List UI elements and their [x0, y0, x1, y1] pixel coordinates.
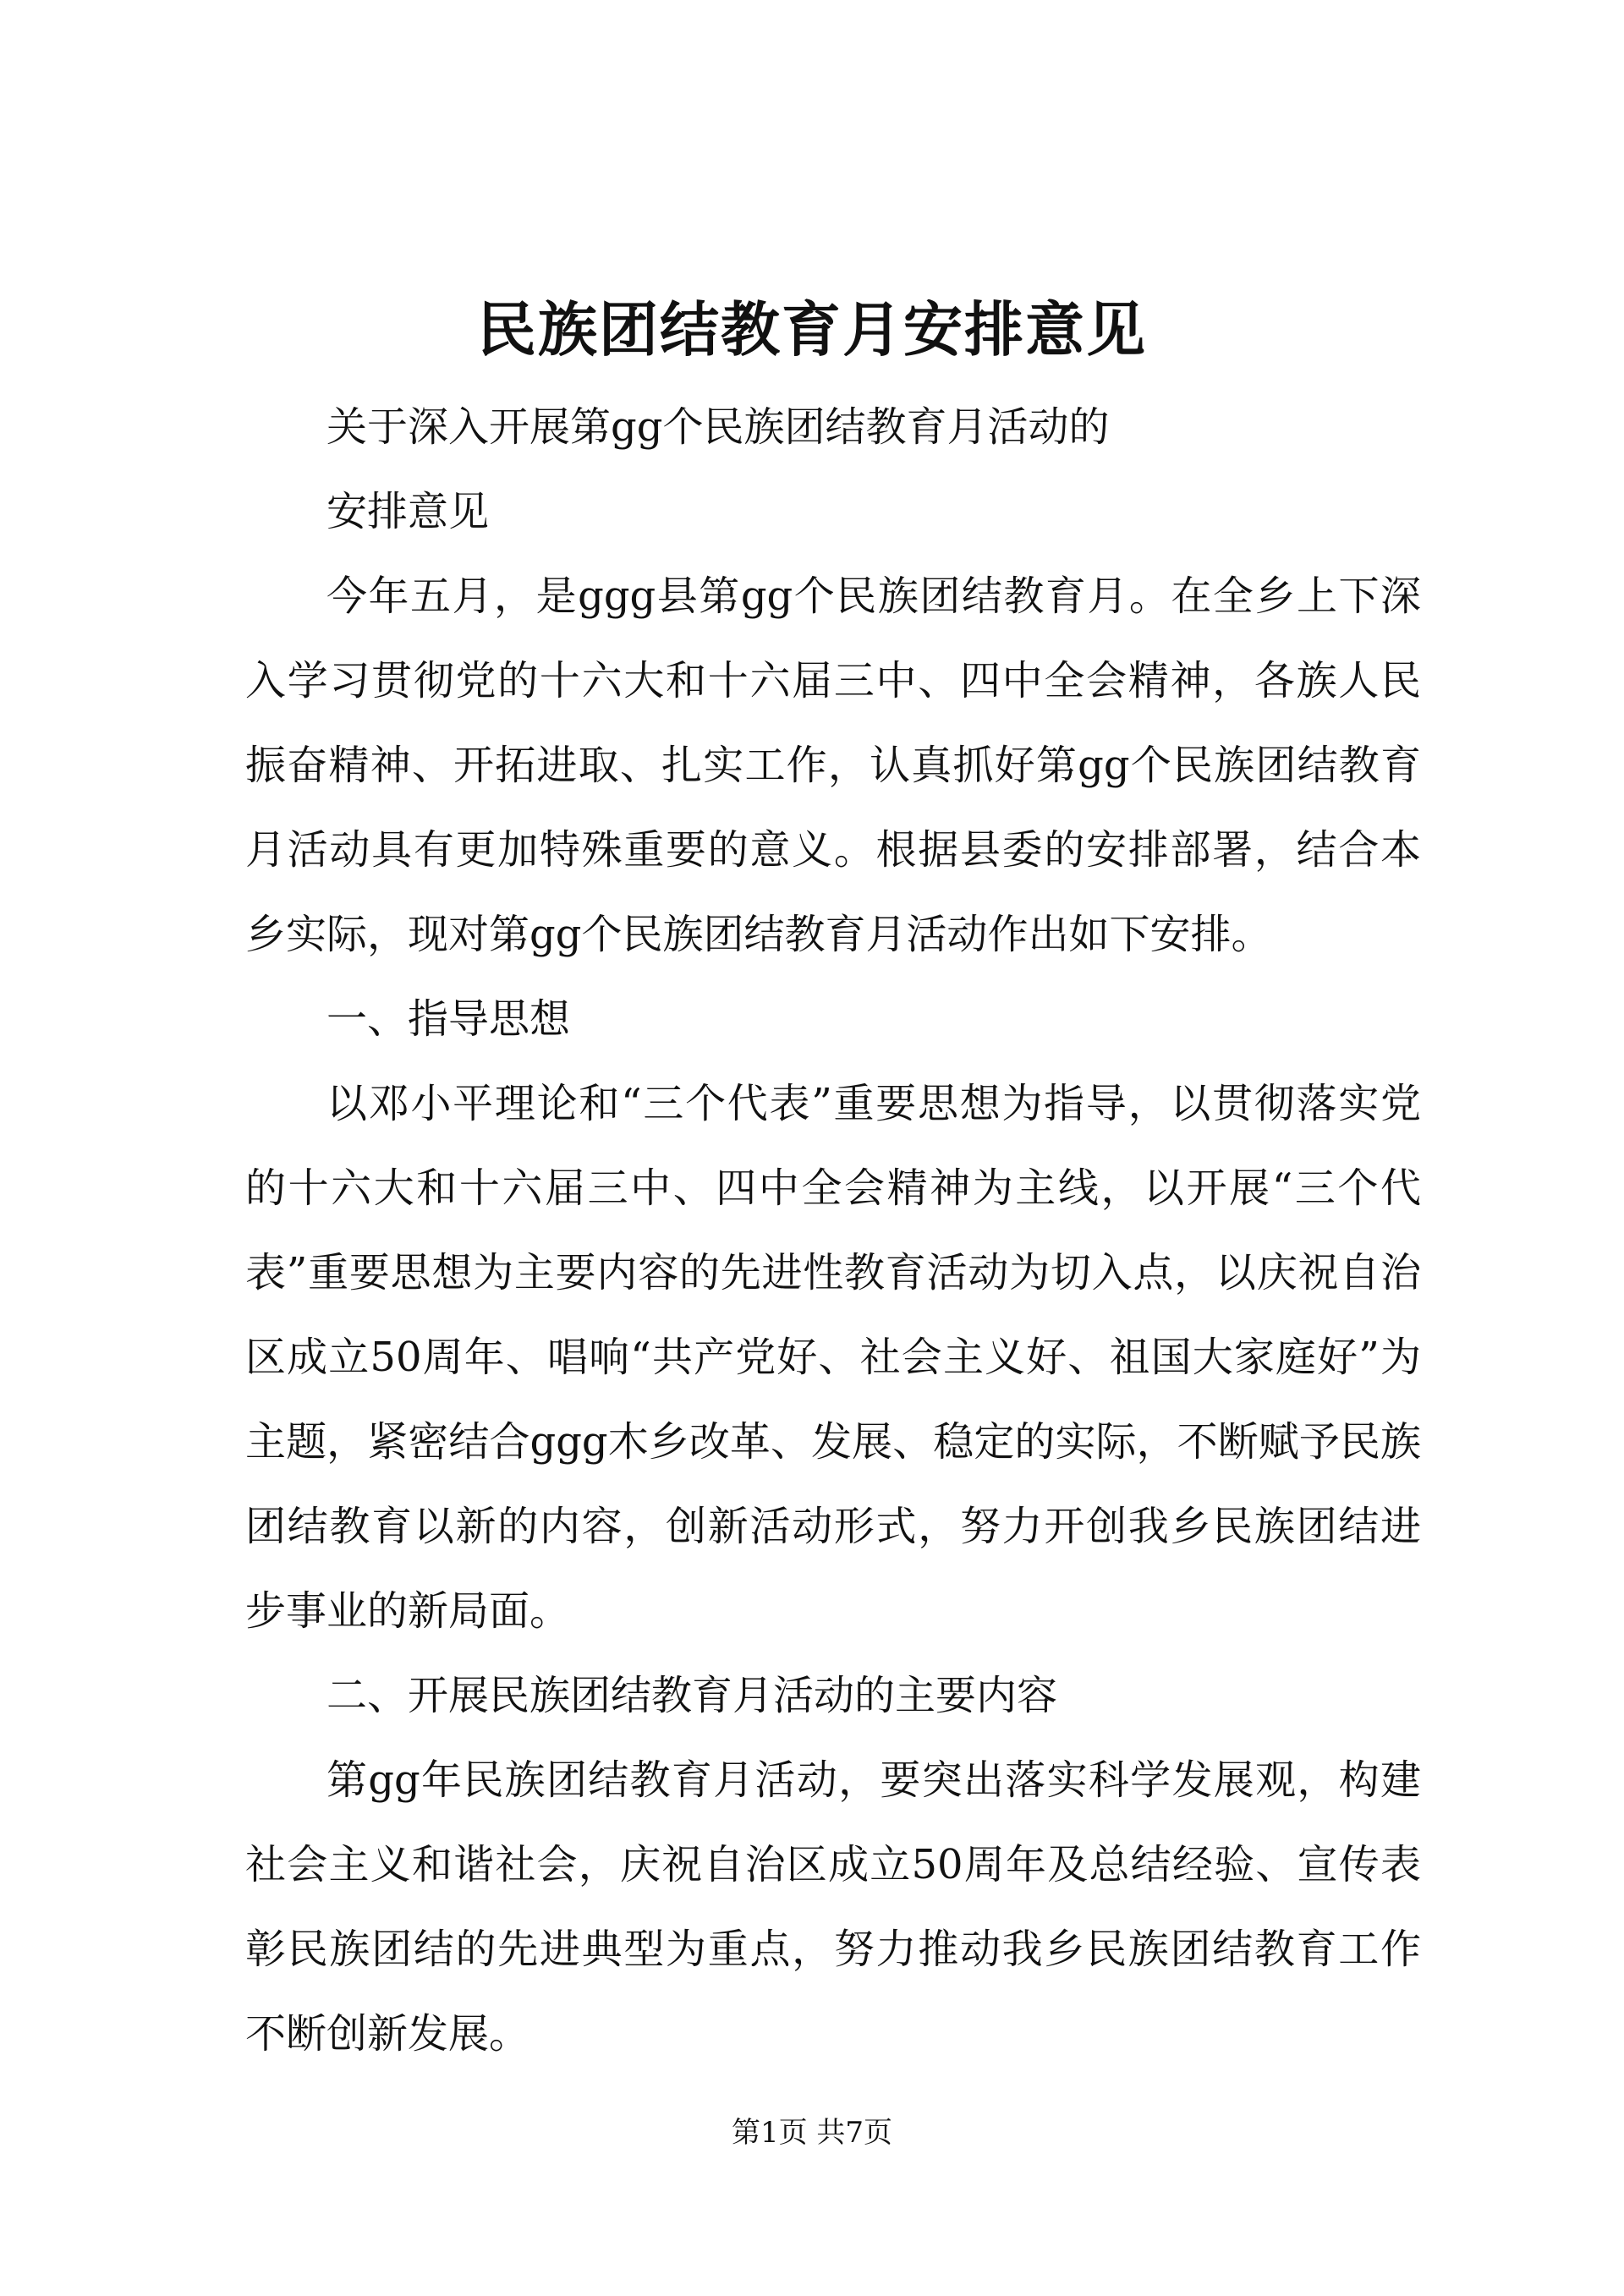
page-number-footer: 第1页 共7页	[731, 2116, 893, 2150]
document-title: 民族团结教育月安排意见	[477, 294, 1147, 364]
section-heading-1: 一、指导思想	[326, 995, 571, 1043]
subtitle-line-2: 安排意见	[326, 488, 490, 535]
intro-paragraph: 今年五月，是ggg县第gg个民族团结教育月。在全乡上下深入学习贯彻党的十六大和十六届三中、四中全会精神，各族人民振奋精神、开拓进取、扎实工作，认真抓好第gg个民族团结教育月活动具有更加特殊重要的意义。根据县委的安排部署，结合本乡实际，现对第gg个民族团结教育月活动作出如下安排。	[245, 573, 1421, 958]
main-content-paragraph: 第gg年民族团结教育月活动，要突出落实科学发展观，构建社会主义和谐社会，庆祝自治区成立50周年及总结经验、宣传表彰民族团结的先进典型为重点，努力推动我乡民族团结教育工作不断创新发展。	[245, 1756, 1421, 2058]
section-heading-2: 二、开展民族团结教育月活动的主要内容	[326, 1672, 1058, 1719]
document-body	[245, 385, 1421, 2076]
guiding-ideology-paragraph: 以邓小平理论和“三个代表”重要思想为指导，以贯彻落实党的十六大和十六届三中、四中全会精神为主线，以开展“三个代表”重要思想为主要内容的先进性教育活动为切入点，以庆祝自治区成立50周年、唱响“共产党好、社会主义好、祖国大家庭好”为主题，紧密结合ggg木乡改革、发展、稳定的实际，不断赋予民族团结教育以新的内容，创新活动形式，努力开创我乡民族团结进步事业的新局面。	[245, 1080, 1421, 1635]
subtitle-line-1: 关于深入开展第gg个民族团结教育月活动的	[326, 403, 1110, 451]
